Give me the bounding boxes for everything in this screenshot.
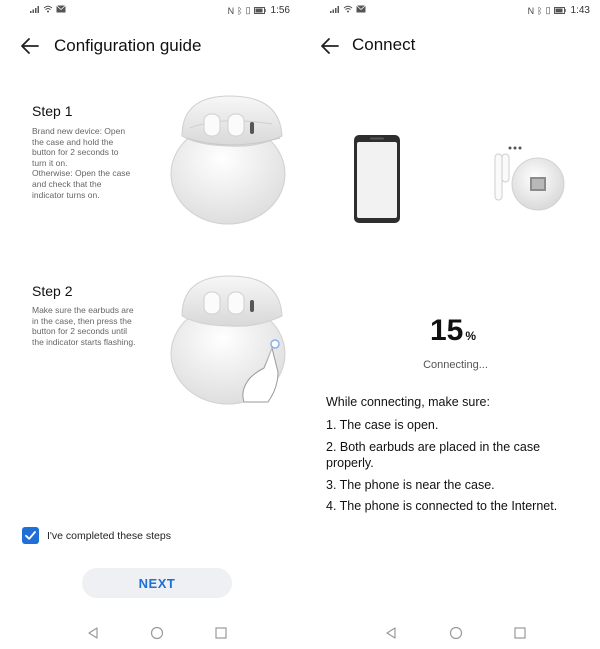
step-2-description: Make sure the earbuds are in the case, then press the button for 2 seconds until the indicator starts flashing. xyxy=(32,305,136,347)
wifi-icon xyxy=(343,5,353,13)
step-2-title: Step 2 xyxy=(32,283,73,299)
completed-steps-checkbox-row[interactable] xyxy=(22,527,171,544)
vibrate-icon: ▯ xyxy=(545,5,551,15)
tip-item: 2. Both earbuds are placed in the case properly. xyxy=(326,440,541,470)
signal-icon xyxy=(30,5,40,13)
checkbox-label: I've completed these steps xyxy=(47,529,171,542)
back-arrow-icon[interactable] xyxy=(318,34,342,58)
wifi-icon xyxy=(43,5,53,13)
nav-back-icon[interactable] xyxy=(86,626,100,640)
signal-icon xyxy=(330,5,340,13)
status-bar xyxy=(0,0,300,22)
nav-back-icon[interactable] xyxy=(384,626,398,640)
completed-steps-checkbox[interactable] xyxy=(22,527,39,544)
vibrate-icon: ▯ xyxy=(245,5,251,15)
nav-recents-icon[interactable] xyxy=(214,626,228,640)
step-1-title: Step 1 xyxy=(32,103,73,119)
navigation-bar xyxy=(0,622,300,646)
page-title: Connect xyxy=(352,35,416,54)
tip-item: 1. The case is open. xyxy=(326,418,439,432)
tips-heading: While connecting, make sure: xyxy=(326,395,490,409)
mail-icon xyxy=(56,5,66,13)
nfc-icon: N xyxy=(227,5,235,16)
status-bar xyxy=(300,0,600,22)
battery-icon xyxy=(554,7,566,14)
nav-home-icon[interactable] xyxy=(150,626,164,640)
progress-percentage xyxy=(430,314,476,348)
page-title: Configuration guide xyxy=(54,36,202,55)
earbuds-case-press-button-illustration xyxy=(160,268,290,408)
step-1-description: Brand new device: Open the case and hold the button for 2 seconds to turn it on. Otherwise: Open the case and check that the indicator turns on. xyxy=(32,126,131,200)
earbuds-case-open-illustration xyxy=(160,88,290,228)
navigation-bar xyxy=(300,622,600,646)
bluetooth-icon: ᛒ xyxy=(237,5,243,16)
connect-screen xyxy=(300,0,600,649)
status-time: 1:56 xyxy=(270,5,290,16)
nav-home-icon[interactable] xyxy=(449,626,463,640)
progress-unit: % xyxy=(465,329,477,343)
nfc-icon: N xyxy=(527,5,535,16)
back-arrow-icon[interactable] xyxy=(18,34,42,58)
next-button[interactable]: NEXT xyxy=(82,568,232,598)
check-icon xyxy=(24,529,37,542)
app-bar xyxy=(0,28,300,64)
phone-illustration xyxy=(352,133,404,227)
bluetooth-icon: ᛒ xyxy=(537,5,543,16)
tip-item: 4. The phone is connected to the Internet. xyxy=(326,499,558,513)
nav-recents-icon[interactable] xyxy=(513,626,527,640)
app-bar xyxy=(300,28,600,64)
earbuds-illustration xyxy=(488,140,568,220)
battery-icon xyxy=(254,7,266,14)
progress-value: 15 xyxy=(430,314,464,347)
mail-icon xyxy=(356,5,366,13)
tip-item: 3. The phone is near the case. xyxy=(326,478,495,492)
connecting-status: Connecting... xyxy=(423,359,488,371)
status-time: 1:43 xyxy=(570,5,590,16)
